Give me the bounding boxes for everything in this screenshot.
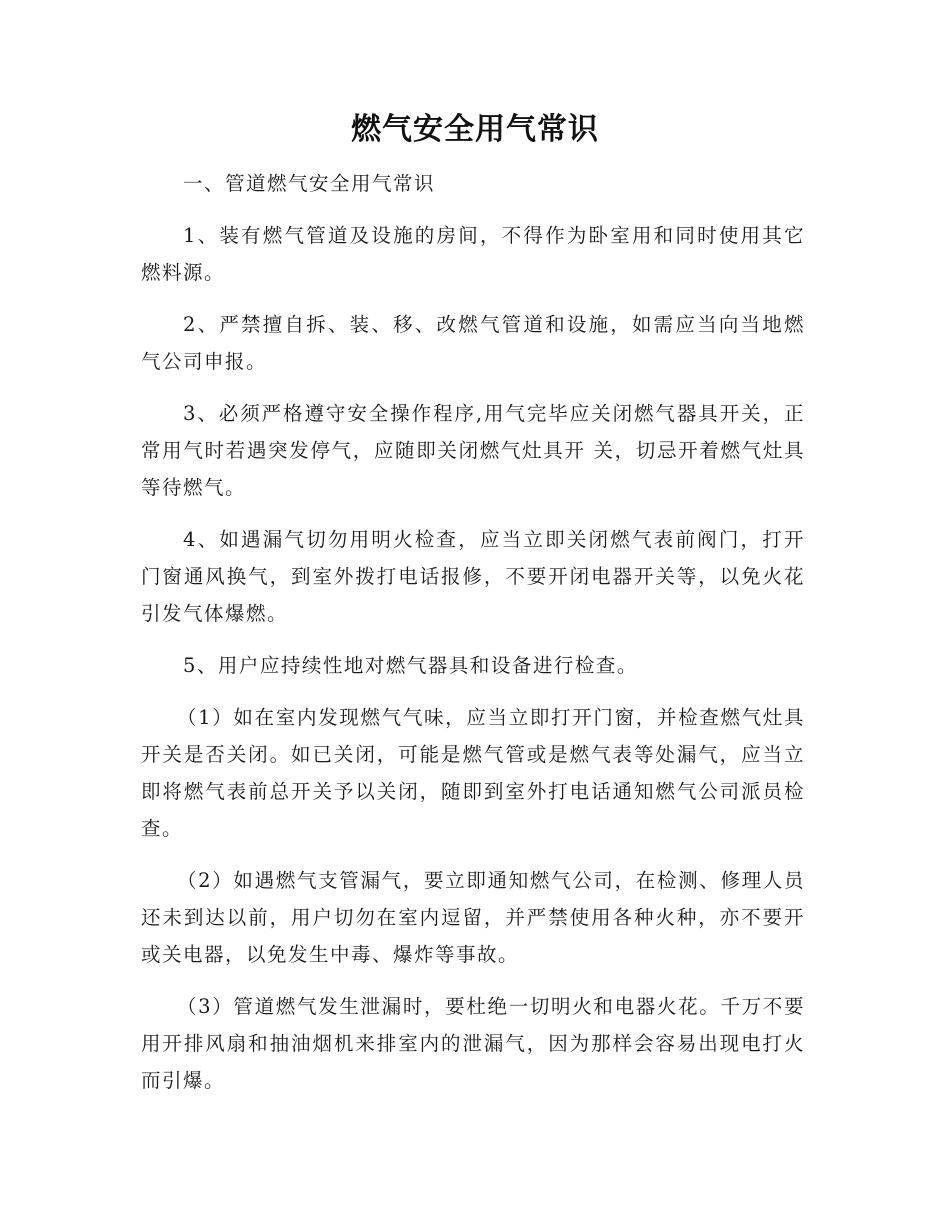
sub-paragraph-1: （1）如在室内发现燃气气味，应当立即打开门窗，并检查燃气灶具开关是否关闭。如已关闭，可能是燃气管或是燃气表等处漏气，应当立即将燃气表前总开关予以关闭，随即到室外打电话通知燃气公司派员检查。 — [141, 706, 805, 840]
document-title: 燃气安全用气常识 — [351, 112, 599, 147]
sub-paragraph-3: （3）管道燃气发生泄漏时，要杜绝一切明火和电器火花。千万不要用开排风扇和抽油烟机来排室内的泄漏气，因为那样会容易出现电打火而引爆。 — [141, 995, 805, 1092]
sub-paragraph-2: （2）如遇燃气支管漏气，要立即通知燃气公司，在检测、修理人员还未到达以前，用户切勿在室内逗留，并严禁使用各种火种，亦不要开或关电器，以免发生中毒、爆炸等事故。 — [141, 869, 805, 966]
paragraph-item-3: 3、必须严格遵守安全操作程序,用气完毕应关闭燃气器具开关，正常用气时若遇突发停气，应随即关闭燃气灶具开 关，切忌开着燃气灶具等待燃气。 — [141, 402, 805, 499]
section-heading: 一、管道燃气安全用气常识 — [183, 172, 436, 195]
document-body — [141, 165, 805, 1114]
paragraph-item-4: 4、如遇漏气切勿用明火检查，应当立即关闭燃气表前阀门，打开门窗通风换气，到室外拨打电话报修，不要开闭电器开关等，以免火花引发气体爆燃。 — [141, 528, 805, 625]
paragraph-item-5: 5、用户应持续性地对燃气器具和设备进行检查。 — [183, 654, 638, 677]
paragraph-item-2: 2、严禁擅自拆、装、移、改燃气管道和设施，如需应当向当地燃气公司申报。 — [141, 313, 805, 373]
paragraph-item-1: 1、装有燃气管道及设施的房间，不得作为卧室用和同时使用其它燃料源。 — [141, 224, 805, 284]
